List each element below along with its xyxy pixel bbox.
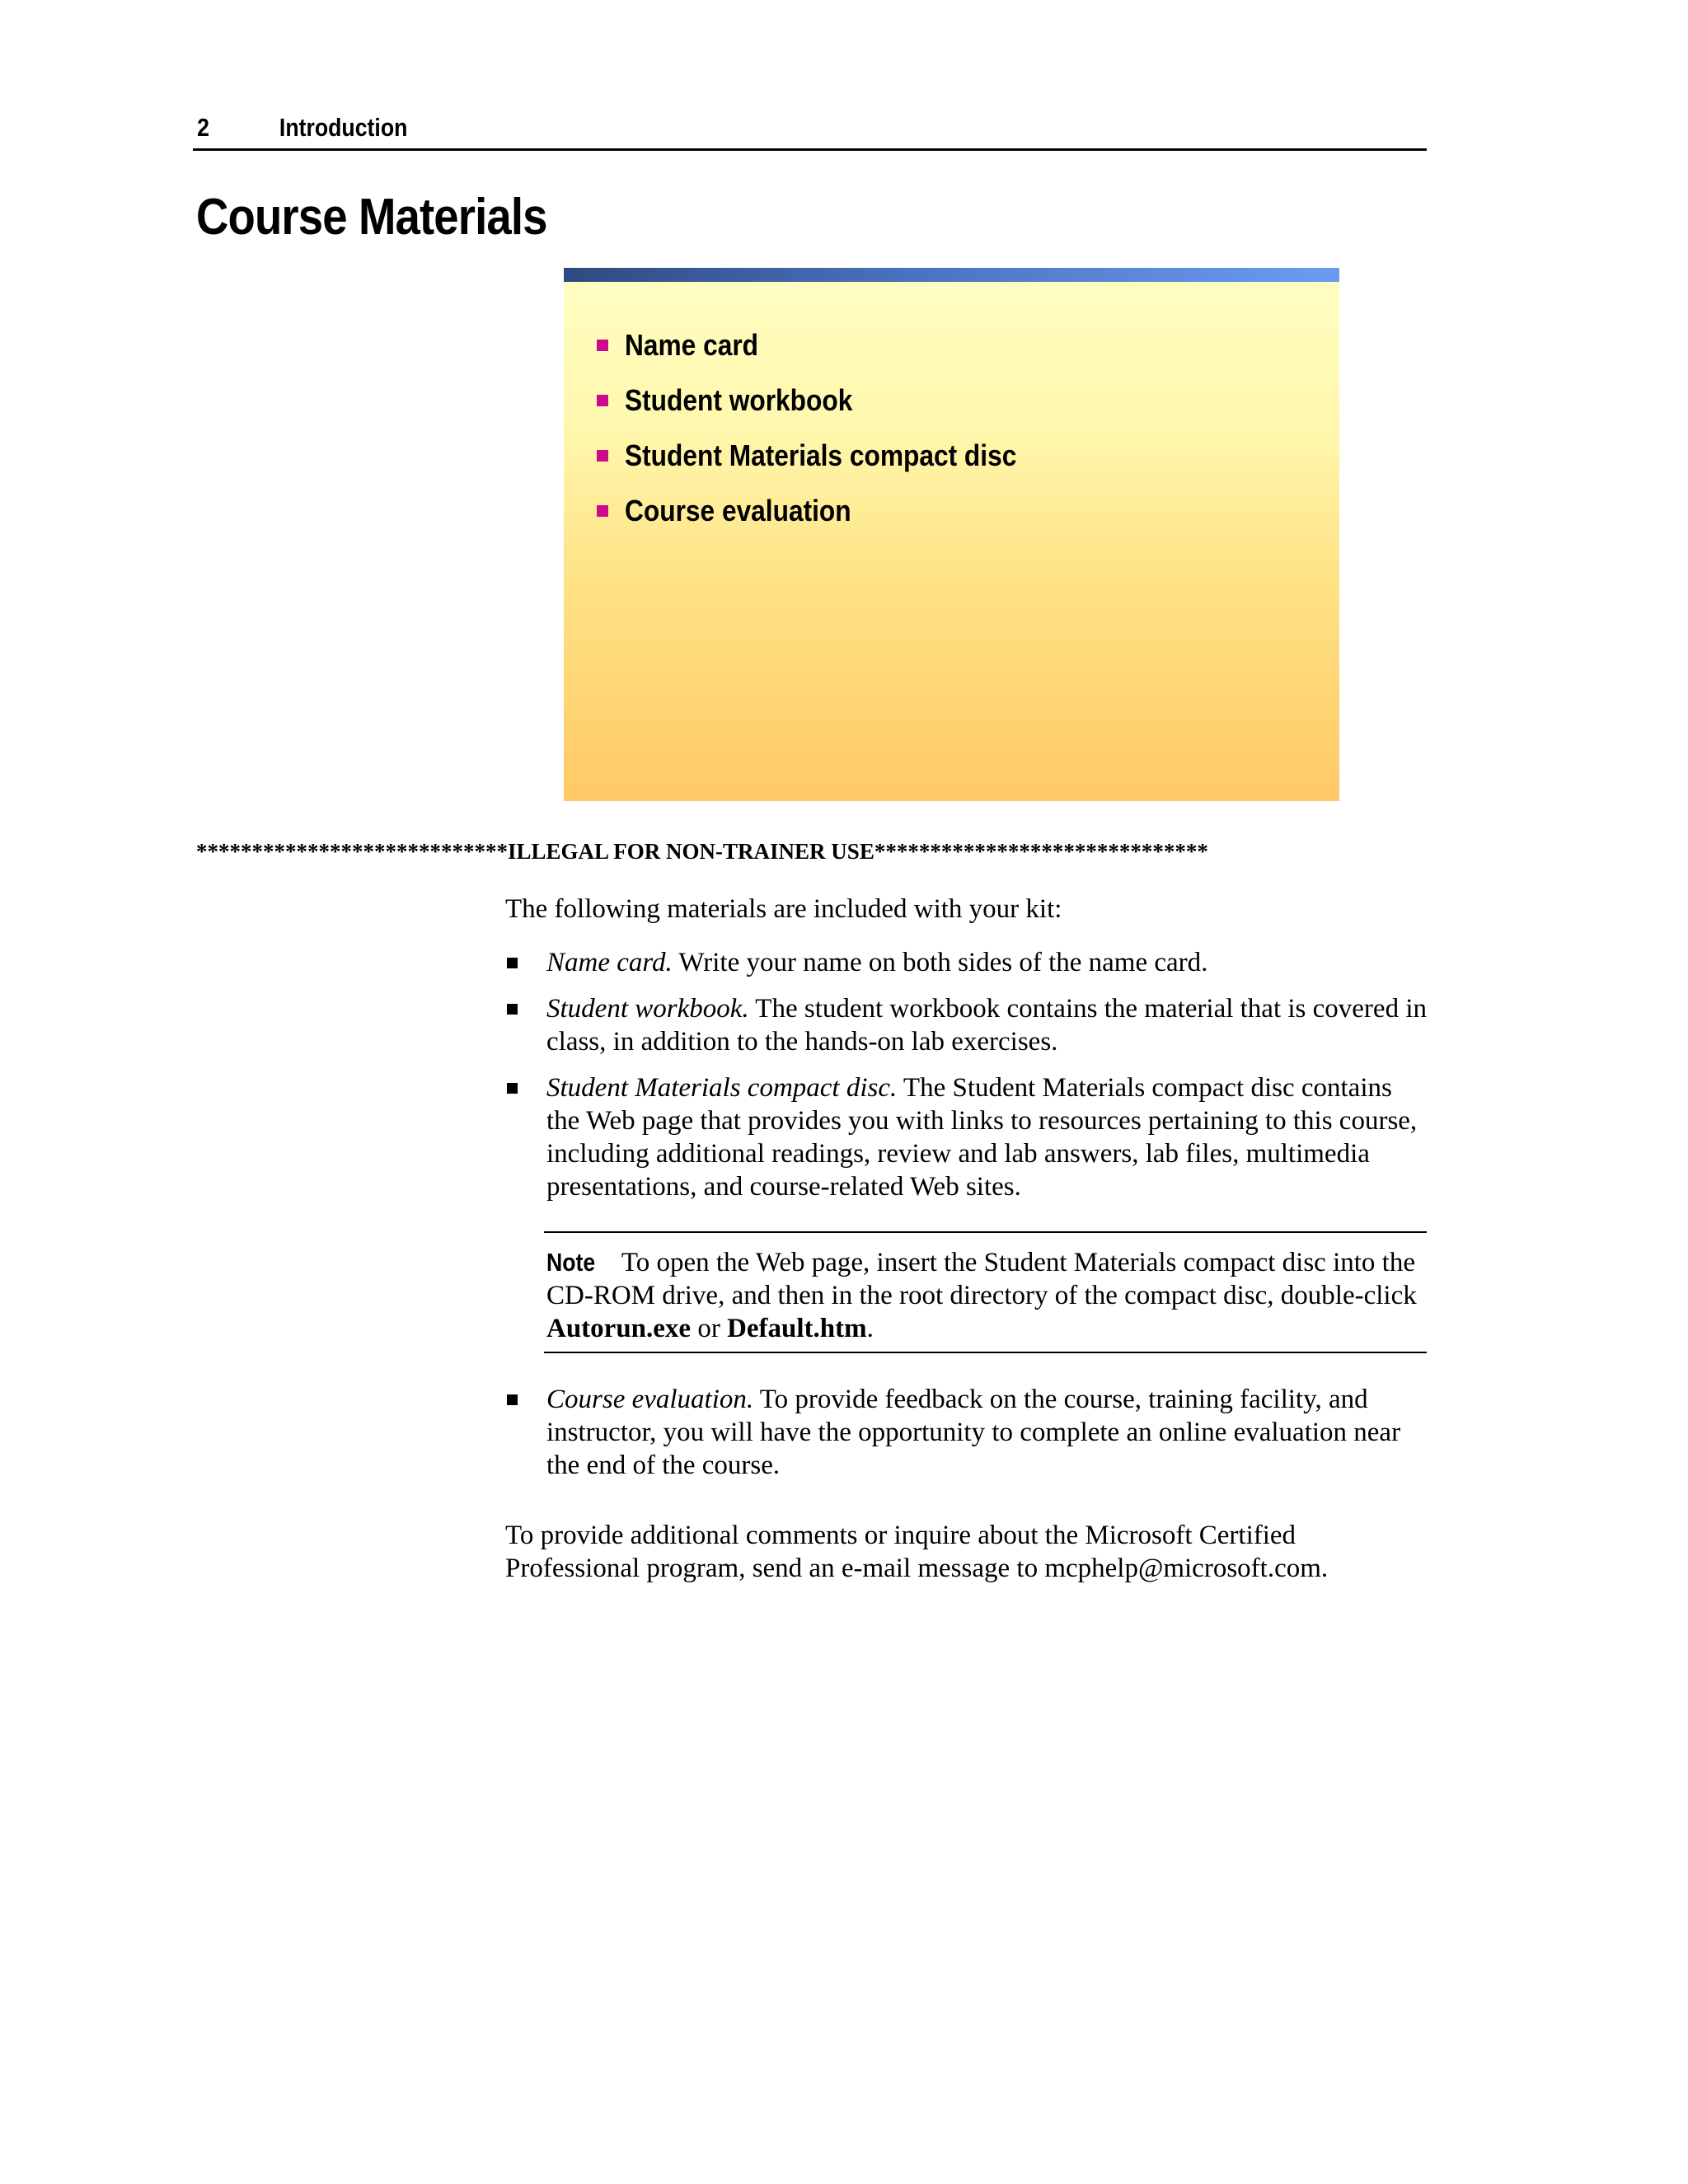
- notice-stars-right: ******************************: [874, 839, 1208, 864]
- item-term: Student Materials compact disc.: [546, 1073, 898, 1103]
- square-bullet-icon: [507, 1004, 518, 1015]
- trainer-use-notice: [196, 839, 1426, 865]
- materials-list: [505, 946, 1427, 1216]
- default-filename: Default.htm: [727, 1314, 867, 1343]
- slide-bullet-list: [597, 317, 1070, 538]
- note-end: .: [866, 1314, 874, 1343]
- header-rule: [193, 148, 1427, 151]
- square-bullet-icon: [507, 1394, 518, 1405]
- page-number: 2: [197, 113, 209, 142]
- slide-item-label: Course evaluation: [625, 493, 851, 527]
- list-item: [505, 1071, 1427, 1203]
- list-item: [505, 992, 1427, 1058]
- running-header: [193, 110, 1254, 151]
- page-title: Course Materials: [196, 189, 547, 246]
- item-description: Write your name on both sides of the name card.: [672, 948, 1208, 977]
- note-label: Note: [546, 1248, 596, 1277]
- list-item: [505, 1383, 1427, 1482]
- slide-item-label: Student Materials compact disc: [625, 438, 1017, 472]
- square-bullet-icon: [597, 450, 608, 462]
- slide-item-label: Student workbook: [625, 382, 853, 417]
- slide-title-bar: [564, 268, 1339, 282]
- slide-item: [597, 317, 1070, 373]
- section-name: Introduction: [279, 113, 408, 142]
- note-text: [546, 1246, 1420, 1345]
- notice-stars-left: ****************************: [196, 839, 508, 864]
- autorun-filename: Autorun.exe: [546, 1314, 692, 1343]
- item-term: Course evaluation.: [546, 1385, 754, 1414]
- square-bullet-icon: [597, 340, 608, 351]
- item-description: The student workbook contains the material that is covered in class, in addition to the hands-on lab exercises.: [546, 994, 1427, 1057]
- item-description: The Student Materials compact disc contains the Web page that provides you with links to resources pertaining to this course, including additional readings, review and lab answers, lab files, multimedia presentations, and course-related Web sites.: [546, 1073, 1418, 1202]
- evaluation-list: [505, 1383, 1427, 1482]
- square-bullet-icon: [597, 395, 608, 406]
- square-bullet-icon: [507, 1083, 518, 1094]
- item-description: To provide feedback on the course, training facility, and instructor, you will have the opportunity to complete an online evaluation near the end of the course.: [546, 1385, 1401, 1480]
- item-term: Name card.: [546, 948, 673, 977]
- intro-paragraph: The following materials are included with your kit:: [505, 894, 1062, 924]
- closing-paragraph: To provide additional comments or inquire about the Microsoft Certified Professional program, send an e-mail message to mcphelp@microsoft.com.: [505, 1521, 1329, 1583]
- slide-item-label: Name card: [625, 327, 759, 362]
- list-item: [505, 946, 1427, 979]
- slide-image: [564, 268, 1339, 801]
- slide-item: [597, 428, 1070, 483]
- note-box: [544, 1231, 1427, 1353]
- item-term: Student workbook.: [546, 994, 749, 1024]
- slide-item: [597, 483, 1070, 538]
- note-connector: or: [691, 1314, 728, 1343]
- slide-item: [597, 373, 1070, 428]
- square-bullet-icon: [507, 958, 518, 968]
- note-body: To open the Web page, insert the Student Materials compact disc into the CD-ROM drive, and then in the root directory of the compact disc, double-click: [546, 1248, 1417, 1310]
- square-bullet-icon: [597, 505, 608, 517]
- notice-text: ILLEGAL FOR NON-TRAINER USE: [508, 839, 874, 864]
